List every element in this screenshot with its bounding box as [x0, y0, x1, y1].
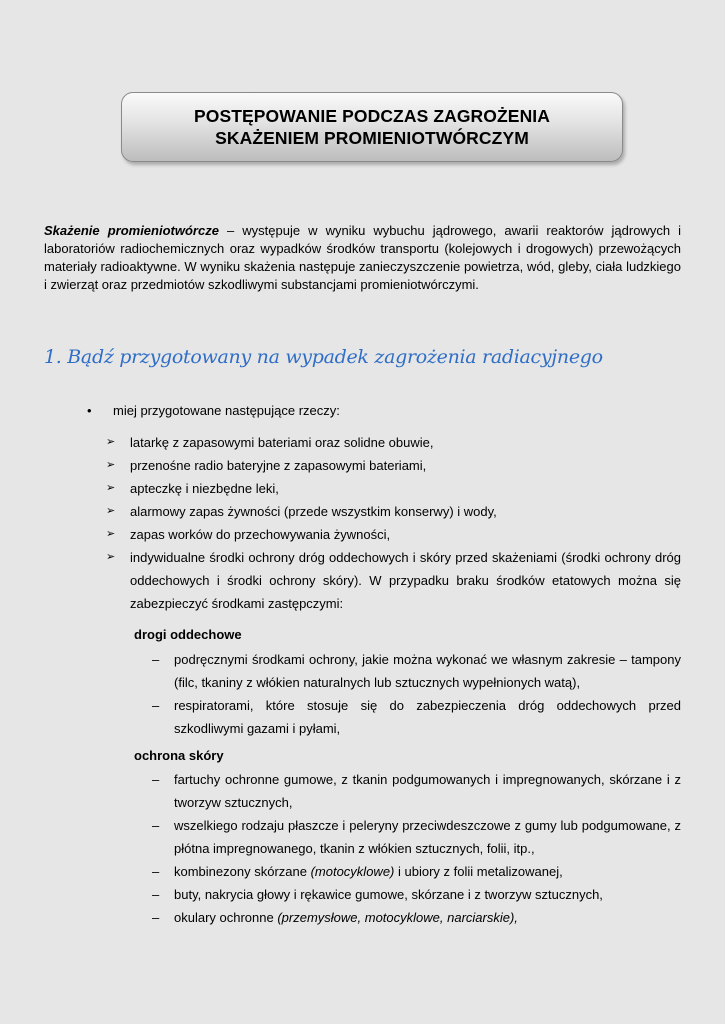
list-item-text-italic: (przemysłowe, motocyklowe, narciarskie),	[277, 910, 518, 925]
bullet-dot-icon: •	[87, 403, 92, 418]
intro-paragraph	[44, 222, 681, 294]
arrow-bullet-icon: ➢	[106, 505, 116, 517]
list-item	[106, 546, 681, 615]
list-item-text: podręcznymi środkami ochrony, jakie można wykonać we własnym zakresie – tampony (filc, tkaniny z włókien naturalnych lub sztucznych wypełnionych watą),	[174, 652, 681, 690]
list-item-text-italic: (motocyklowe)	[310, 864, 395, 879]
list-item	[106, 477, 681, 500]
skin-list	[150, 768, 681, 929]
bullet-text: miej przygotowane następujące rzeczy:	[113, 403, 340, 418]
title-box	[121, 92, 623, 162]
arrow-bullet-icon: ➢	[106, 482, 116, 494]
arrow-bullet-icon: ➢	[106, 436, 116, 448]
arrow-bullet-icon: ➢	[106, 528, 116, 540]
list-item	[150, 860, 681, 883]
list-item	[150, 814, 681, 860]
list-item	[106, 500, 681, 523]
list-item	[150, 648, 681, 694]
intro-text: – występuje w wyniku wybuchu jądrowego, awarii reaktorów jądrowych i laboratoriów radiochemicznych oraz wypadków środków transportu (kolejowych i drogowych) przewożących materiały radioaktywne. W wyniku skażenia następuje zanieczyszczenie powietrza, wód, gleby, ciała ludzkiego i zwierząt oraz przedmiotów szkodliwymi substancjami promieniotwórczymi.	[44, 223, 681, 292]
title-line-2: SKAŻENIEM PROMIENIOTWÓRCZYM	[215, 128, 529, 148]
list-item-text: buty, nakrycia głowy i rękawice gumowe, skórzane i z tworzyw sztucznych,	[174, 887, 603, 902]
skin-heading: ochrona skóry	[134, 748, 224, 763]
dash-bullet-icon: –	[152, 864, 160, 879]
intro-term: Skażenie promieniotwórcze	[44, 223, 219, 238]
list-item-text: apteczkę i niezbędne leki,	[130, 481, 279, 496]
list-item-text: indywidualne środki ochrony dróg oddechowych i skóry przed skażeniami (środki ochrony dróg oddechowych i środki ochrony skóry). W przypadku braku środków etatowych można się zabezpieczyć środkami zastępczymi:	[130, 550, 681, 611]
respiratory-heading: drogi oddechowe	[134, 627, 242, 642]
list-item-text: zapas worków do przechowywania żywności,	[130, 527, 391, 542]
list-item	[106, 454, 681, 477]
dash-bullet-icon: –	[152, 887, 160, 902]
respiratory-list	[150, 648, 681, 740]
list-item	[106, 431, 681, 454]
arrow-bullet-icon: ➢	[106, 459, 116, 471]
dash-bullet-icon: –	[152, 698, 160, 713]
title-line-1: POSTĘPOWANIE PODCZAS ZAGROŻENIA	[193, 106, 551, 126]
supplies-list	[106, 431, 681, 615]
bullet-item	[87, 402, 340, 420]
list-item-text: i ubiory z folii metalizowanej,	[394, 864, 563, 879]
list-item-text: okulary ochronne	[174, 910, 278, 925]
section-1-heading: 1. Bądź przygotowany na wypadek zagrożenia radiacyjnego	[44, 346, 603, 368]
list-item	[150, 906, 681, 929]
arrow-bullet-icon: ➢	[106, 551, 116, 563]
list-item	[150, 768, 681, 814]
dash-bullet-icon: –	[152, 652, 160, 667]
list-item-text: fartuchy ochronne gumowe, z tkanin podgumowanych i impregnowanych, skórzane i z tworzyw sztucznych,	[174, 772, 681, 810]
list-item-text: respiratorami, które stosuje się do zabezpieczenia dróg oddechowych przed szkodliwymi gazami i pyłami,	[174, 698, 681, 736]
list-item-text: alarmowy zapas żywności (przede wszystkim konserwy) i wody,	[130, 504, 497, 519]
list-item	[150, 694, 681, 740]
dash-bullet-icon: –	[152, 818, 160, 833]
list-item-text: przenośne radio bateryjne z zapasowymi bateriami,	[130, 458, 427, 473]
list-item	[150, 883, 681, 906]
list-item-text: wszelkiego rodzaju płaszcze i peleryny przeciwdeszczowe z gumy lub podgumowane, z płótna impregnowanego, tkanin z włókien sztucznych, folii, itp.,	[174, 818, 681, 856]
dash-bullet-icon: –	[152, 772, 160, 787]
list-item-text: kombinezony skórzane	[174, 864, 311, 879]
dash-bullet-icon: –	[152, 910, 160, 925]
list-item	[106, 523, 681, 546]
list-item-text: latarkę z zapasowymi bateriami oraz solidne obuwie,	[130, 435, 434, 450]
